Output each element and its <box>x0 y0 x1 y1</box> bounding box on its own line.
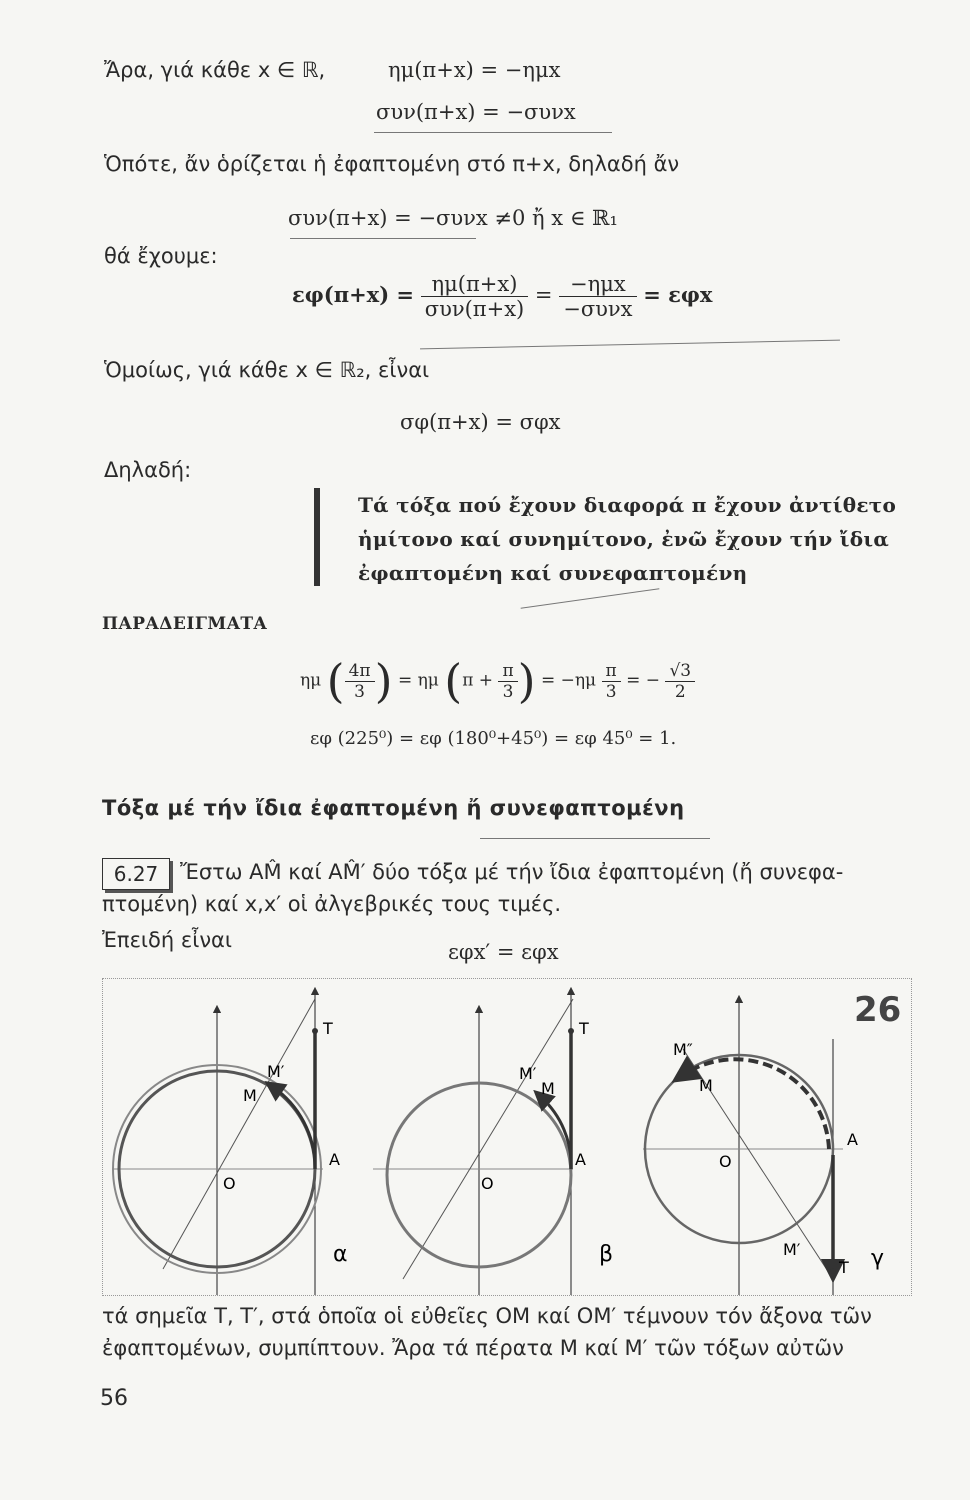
circle-c <box>643 999 884 1295</box>
numerator: π <box>602 661 621 682</box>
label-A: A <box>329 1150 340 1169</box>
label-beta: β <box>599 1242 614 1267</box>
underline <box>521 588 660 608</box>
underline <box>374 132 612 133</box>
numerator: ημ(π+x) <box>421 272 529 297</box>
numerator: √3 <box>665 661 695 682</box>
fraction <box>602 661 621 702</box>
condition-eq: συν(π+x) = −συνx ≠0 ἤ x ∈ ℝ₁ <box>288 206 618 230</box>
equals: = <box>534 283 553 307</box>
tan-equation <box>292 272 712 321</box>
label-M: M <box>243 1086 257 1105</box>
paragraph-number: 6.27 <box>102 858 170 890</box>
fraction <box>559 272 636 321</box>
circle-b <box>373 991 613 1295</box>
denominator: 3 <box>354 681 365 702</box>
cos-identity: συν(π+x) = −συνx <box>376 100 576 124</box>
label-M-prime: M′ <box>783 1240 801 1259</box>
denominator: 2 <box>674 681 686 702</box>
label-A: A <box>847 1130 858 1149</box>
since-equation: εφx′ = εφx <box>448 940 559 964</box>
paragraph-line: πτομένη) καί x,x′ οἱ ἀλγεβρικές τους τιμές. <box>102 892 562 916</box>
fraction <box>421 272 529 321</box>
cot-equation: σφ(π+x) = σφx <box>400 410 561 434</box>
label-O: O <box>719 1152 732 1171</box>
underline <box>480 838 710 839</box>
numerator: −ημx <box>559 272 636 297</box>
theorem-text: Τά τόξα πού ἔχουν διαφορά π ἔχουν ἀντίθετο ἡμίτονο καί συνημίτονο, ἐνῶ ἔχουν τήν ἴδια ἐφαπτομένη καί συνεφαπτομένη <box>358 493 897 585</box>
figure-panel <box>102 978 912 1296</box>
that-is-label: Δηλαδή: <box>104 458 192 482</box>
label-M: M <box>699 1076 713 1095</box>
denominator: 3 <box>502 681 514 702</box>
example-1 <box>300 654 695 708</box>
label-M-prime: M′ <box>519 1064 537 1083</box>
equals-neg-sin: = −ημ <box>540 670 597 691</box>
paragraph-line: ἐφαπτομένων, συμπίπτουν. Ἄρα τά πέρατα M καί M′ τῶν τόξων αὐτῶν <box>102 1336 844 1360</box>
fraction <box>345 661 375 702</box>
label-M: M <box>541 1079 555 1098</box>
denominator: −συνx <box>563 297 633 321</box>
trig-circles-figure <box>103 979 911 1295</box>
paragraph-line: Ἔστω AM̂ καί AM̂′ δύο τόξα μέ τήν ἴδια ἐφαπτομένη (ἤ συνεφα- <box>180 860 844 884</box>
sin-label: ημ <box>300 670 322 691</box>
equals-sin: = ημ <box>397 670 439 691</box>
chapter-number: 26 <box>854 990 902 1030</box>
pi-plus: π + <box>462 670 494 691</box>
paragraph-line: Ὁμοίως, γιά κάθε x ∈ ℝ₂, εἶναι <box>104 358 430 382</box>
since-label: Ἐπειδή εἶναι <box>102 928 232 952</box>
paragraph-line: Ὁπότε, ἄν ὁρίζεται ἡ ἐφαπτομένη στό π+x, δηλαδή ἄν <box>104 152 680 176</box>
label-T: T <box>323 1019 333 1038</box>
fraction <box>665 661 695 702</box>
label-M-prime: M′ <box>267 1062 285 1081</box>
label-O: O <box>223 1174 236 1193</box>
fraction <box>498 661 517 702</box>
label-O: O <box>481 1174 494 1193</box>
label-T: T <box>579 1019 589 1038</box>
tan-lhs: εφ(π+x) = <box>292 282 415 307</box>
theorem-bar <box>314 488 320 586</box>
circle-a <box>113 991 348 1295</box>
numerator: 4π <box>345 661 375 682</box>
examples-title: ΠΑΡΑΔΕΙΓΜΑΤΑ <box>102 614 268 634</box>
we-have-label: θά ἔχουμε: <box>104 244 218 268</box>
paren: ) <box>517 654 536 708</box>
paragraph-line: τά σημεῖα T, T′, στά ὁποῖα οἱ εὐθεῖες OM καί OM′ τέμνουν τόν ἄξονα τῶν <box>102 1304 872 1328</box>
denominator: 3 <box>605 681 617 702</box>
paren: ) <box>374 654 393 708</box>
paren: ( <box>444 654 463 708</box>
example-2: εφ (225⁰) = εφ (180⁰+45⁰) = εφ 45⁰ = 1. <box>310 728 677 749</box>
label-T: T <box>839 1258 849 1277</box>
label-M-double-prime: M″ <box>673 1040 693 1059</box>
label-gamma: γ <box>871 1246 885 1271</box>
denominator: συν(π+x) <box>424 297 525 321</box>
section-title: Τόξα μέ τήν ἴδια ἐφαπτομένη ἤ συνεφαπτομένη <box>102 796 685 820</box>
page-number: 56 <box>100 1386 128 1411</box>
paren: ( <box>326 654 345 708</box>
numerator: π <box>498 661 517 682</box>
intro-text: Ἄρα, γιά κάθε x ∈ ℝ, <box>104 58 326 82</box>
tan-rhs: = εφx <box>643 282 713 307</box>
sin-identity: ημ(π+x) = −ημx <box>388 58 561 82</box>
label-A: A <box>575 1150 586 1169</box>
equals-neg: = − <box>626 670 661 691</box>
underline <box>290 238 476 239</box>
label-alpha: α <box>333 1242 348 1267</box>
underline <box>420 340 840 350</box>
